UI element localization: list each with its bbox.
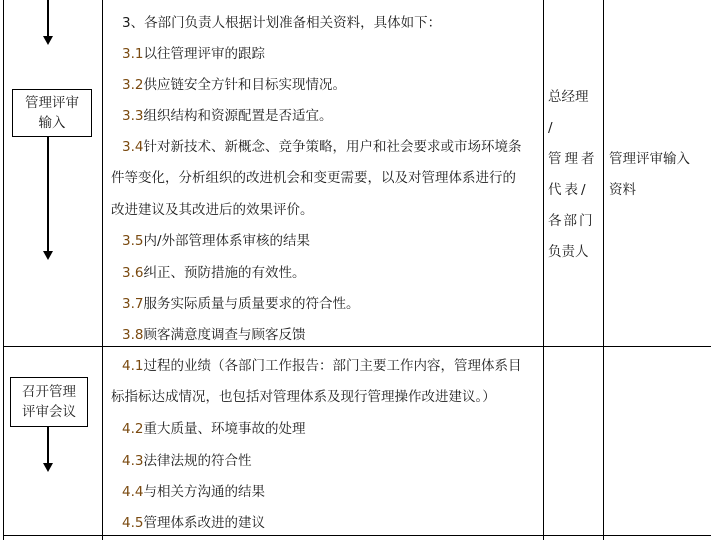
item-text: 顾客满意度调查与顾客反馈 [143, 327, 306, 343]
item-text: 法律法规的符合性 [143, 453, 252, 469]
list-item-continuation: 改进建议及其改进后的效果评价。 [111, 202, 314, 218]
item-text: 与相关方沟通的结果 [143, 484, 265, 500]
item-number: 4.3 [122, 453, 144, 469]
flow-arrow-down-icon [43, 36, 53, 45]
flow-box-label-line1: 管理评审 [25, 95, 79, 111]
section1-intro: 3、各部门负责人根据计划准备相关资料，具体如下： [122, 15, 442, 31]
list-item-continuation: 标指标达成情况，也包括对管理体系及现行管理操作改进建议。） [111, 389, 496, 405]
list-item [122, 449, 251, 469]
record-cell [609, 144, 690, 206]
item-number: 3.4 [122, 139, 144, 155]
flow-box-label-line2: 评审会议 [22, 404, 76, 420]
table-row-divider-2 [3, 535, 711, 536]
flow-connector-top [47, 0, 49, 36]
flow-box-hold-review-meeting [10, 377, 88, 427]
table-border-left [3, 0, 4, 540]
responsible-line: 代表/ [548, 182, 589, 198]
table-column-divider-3 [603, 0, 604, 540]
list-item-continuation: 件等变化，分析组织的改进机会和变更需要，以及对管理体系进行的 [111, 170, 516, 186]
item-text: 重大质量、环境事故的处理 [143, 421, 306, 437]
item-text: 管理体系改进的建议 [143, 515, 265, 531]
responsible-line: 总经理 [548, 89, 589, 105]
responsible-line: 管理者 [548, 151, 598, 167]
list-item [122, 135, 521, 155]
item-number: 3.3 [122, 108, 144, 124]
item-number: 4.5 [122, 515, 144, 531]
flow-arrow-down-icon [43, 251, 53, 260]
flow-connector-bottom [47, 427, 49, 463]
table-column-divider-1 [102, 0, 103, 540]
item-number: 3.8 [122, 327, 144, 343]
item-text: 过程的业绩（各部门工作报告：部门主要工作内容，管理体系目 [143, 358, 522, 374]
list-item [122, 480, 265, 500]
list-item [122, 229, 310, 249]
list-item [122, 511, 265, 531]
record-line: 资料 [609, 182, 636, 198]
item-number: 3.2 [122, 77, 144, 93]
flow-box-label-line1: 召开管理 [22, 384, 76, 400]
list-item [122, 354, 521, 374]
item-text: 内/外部管理体系审核的结果 [143, 233, 311, 249]
flow-connector-middle [47, 137, 49, 251]
list-item [122, 417, 305, 437]
item-text: 针对新技术、新概念、竞争策略，用户和社会要求或市场环境条 [143, 139, 522, 155]
item-text: 供应链安全方针和目标实现情况。 [143, 77, 346, 93]
item-text: 以往管理评审的跟踪 [143, 46, 265, 62]
item-number: 4.4 [122, 484, 144, 500]
item-number: 3.1 [122, 46, 144, 62]
table-column-divider-2 [543, 0, 544, 540]
list-item [122, 292, 359, 312]
list-item [122, 104, 332, 124]
item-text: 纠正、预防措施的有效性。 [143, 265, 306, 281]
item-text: 组织结构和资源配置是否适宜。 [143, 108, 333, 124]
table-row-divider-1 [3, 346, 711, 347]
list-item [122, 42, 265, 62]
item-number: 3.5 [122, 233, 144, 249]
item-number: 3.7 [122, 296, 144, 312]
list-item [122, 261, 305, 281]
responsible-cell [548, 82, 606, 268]
responsible-line: / [548, 120, 553, 136]
flow-arrow-down-icon [43, 463, 53, 472]
item-number: 3.6 [122, 265, 144, 281]
list-item [122, 323, 305, 343]
list-item [122, 73, 346, 93]
responsible-line: 各部门 [548, 213, 595, 229]
item-number: 4.1 [122, 358, 144, 374]
flow-box-management-review-input [12, 89, 92, 137]
item-number: 4.2 [122, 421, 144, 437]
record-line: 管理评审输入 [609, 151, 690, 167]
flow-box-label-line2: 输入 [38, 115, 66, 131]
item-text: 服务实际质量与质量要求的符合性。 [143, 296, 360, 312]
responsible-line: 负责人 [548, 244, 589, 260]
